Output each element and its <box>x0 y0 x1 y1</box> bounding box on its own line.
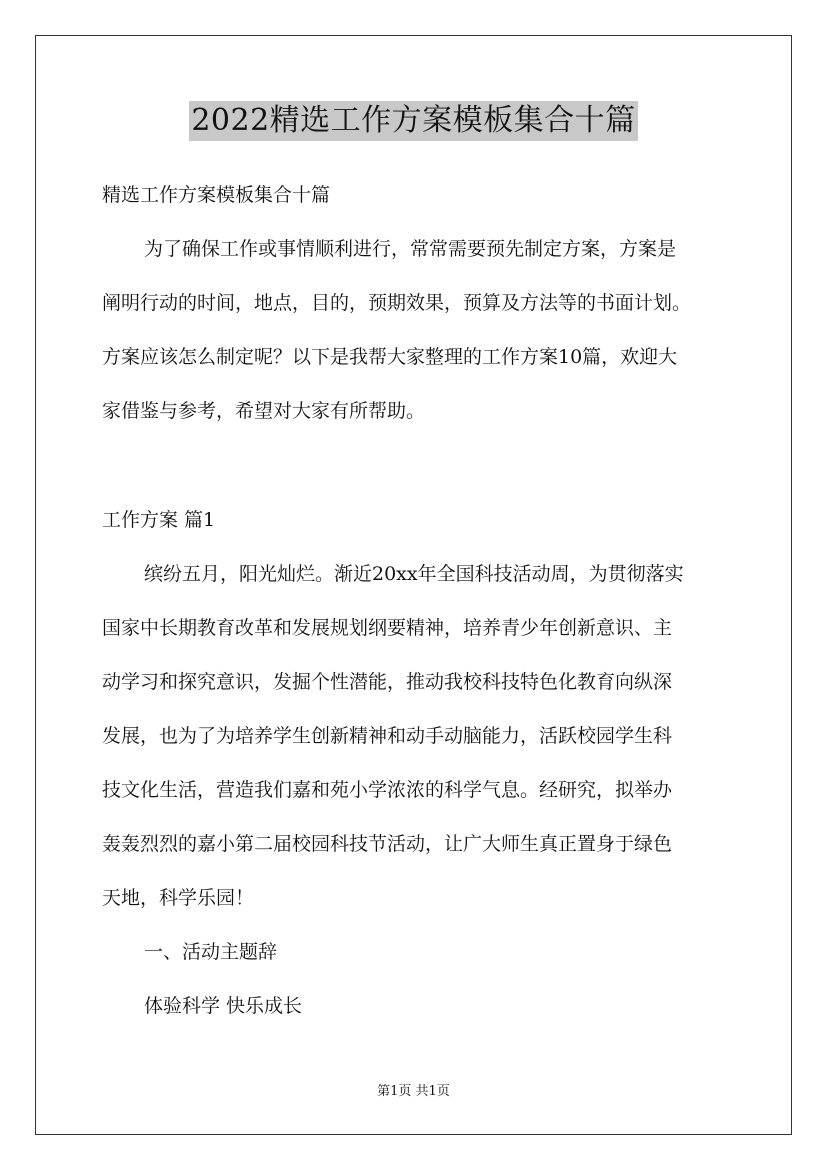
document-title: 2022精选工作方案模板集合十篇 <box>189 101 637 141</box>
item-heading: 一、活动主题辞 <box>144 941 278 963</box>
document-subtitle: 精选工作方案模板集合十篇 <box>102 184 331 206</box>
body-line: 缤纷五月，阳光灿烂。渐近20xx年全国科技活动周，为贯彻落实 <box>144 563 684 585</box>
body-line: 技文化生活，营造我们嘉和苑小学浓浓的科学气息。经研究，拟举办 <box>102 779 673 801</box>
body-line: 轰轰烈烈的嘉小第二届校园科技节活动，让广大师生真正置身于绿色 <box>102 833 673 855</box>
intro-line: 为了确保工作或事情顺利进行，常常需要预先制定方案，方案是 <box>144 238 677 260</box>
item-text: 体验科学 快乐成长 <box>144 995 303 1017</box>
title-container <box>0 101 827 141</box>
section-heading: 工作方案 篇1 <box>102 509 216 531</box>
body-line: 发展，也为了为培养学生创新精神和动手动脑能力，活跃校园学生科 <box>102 725 673 747</box>
page-footer: 第1页 共1页 <box>377 1084 450 1099</box>
intro-line: 方案应该怎么制定呢？以下是我帮大家整理的工作方案10篇，欢迎大 <box>102 346 678 368</box>
body-line: 天地，科学乐园！ <box>102 887 255 909</box>
body-line: 国家中长期教育改革和发展规划纲要精神，培养青少年创新意识、主 <box>102 617 673 639</box>
intro-line: 阐明行动的时间，地点，目的，预期效果，预算及方法等的书面计划。 <box>102 292 692 314</box>
body-line: 动学习和探究意识，发掘个性潜能，推动我校科技特色化教育向纵深 <box>102 671 673 693</box>
intro-line: 家借鉴与参考，希望对大家有所帮助。 <box>102 400 426 422</box>
